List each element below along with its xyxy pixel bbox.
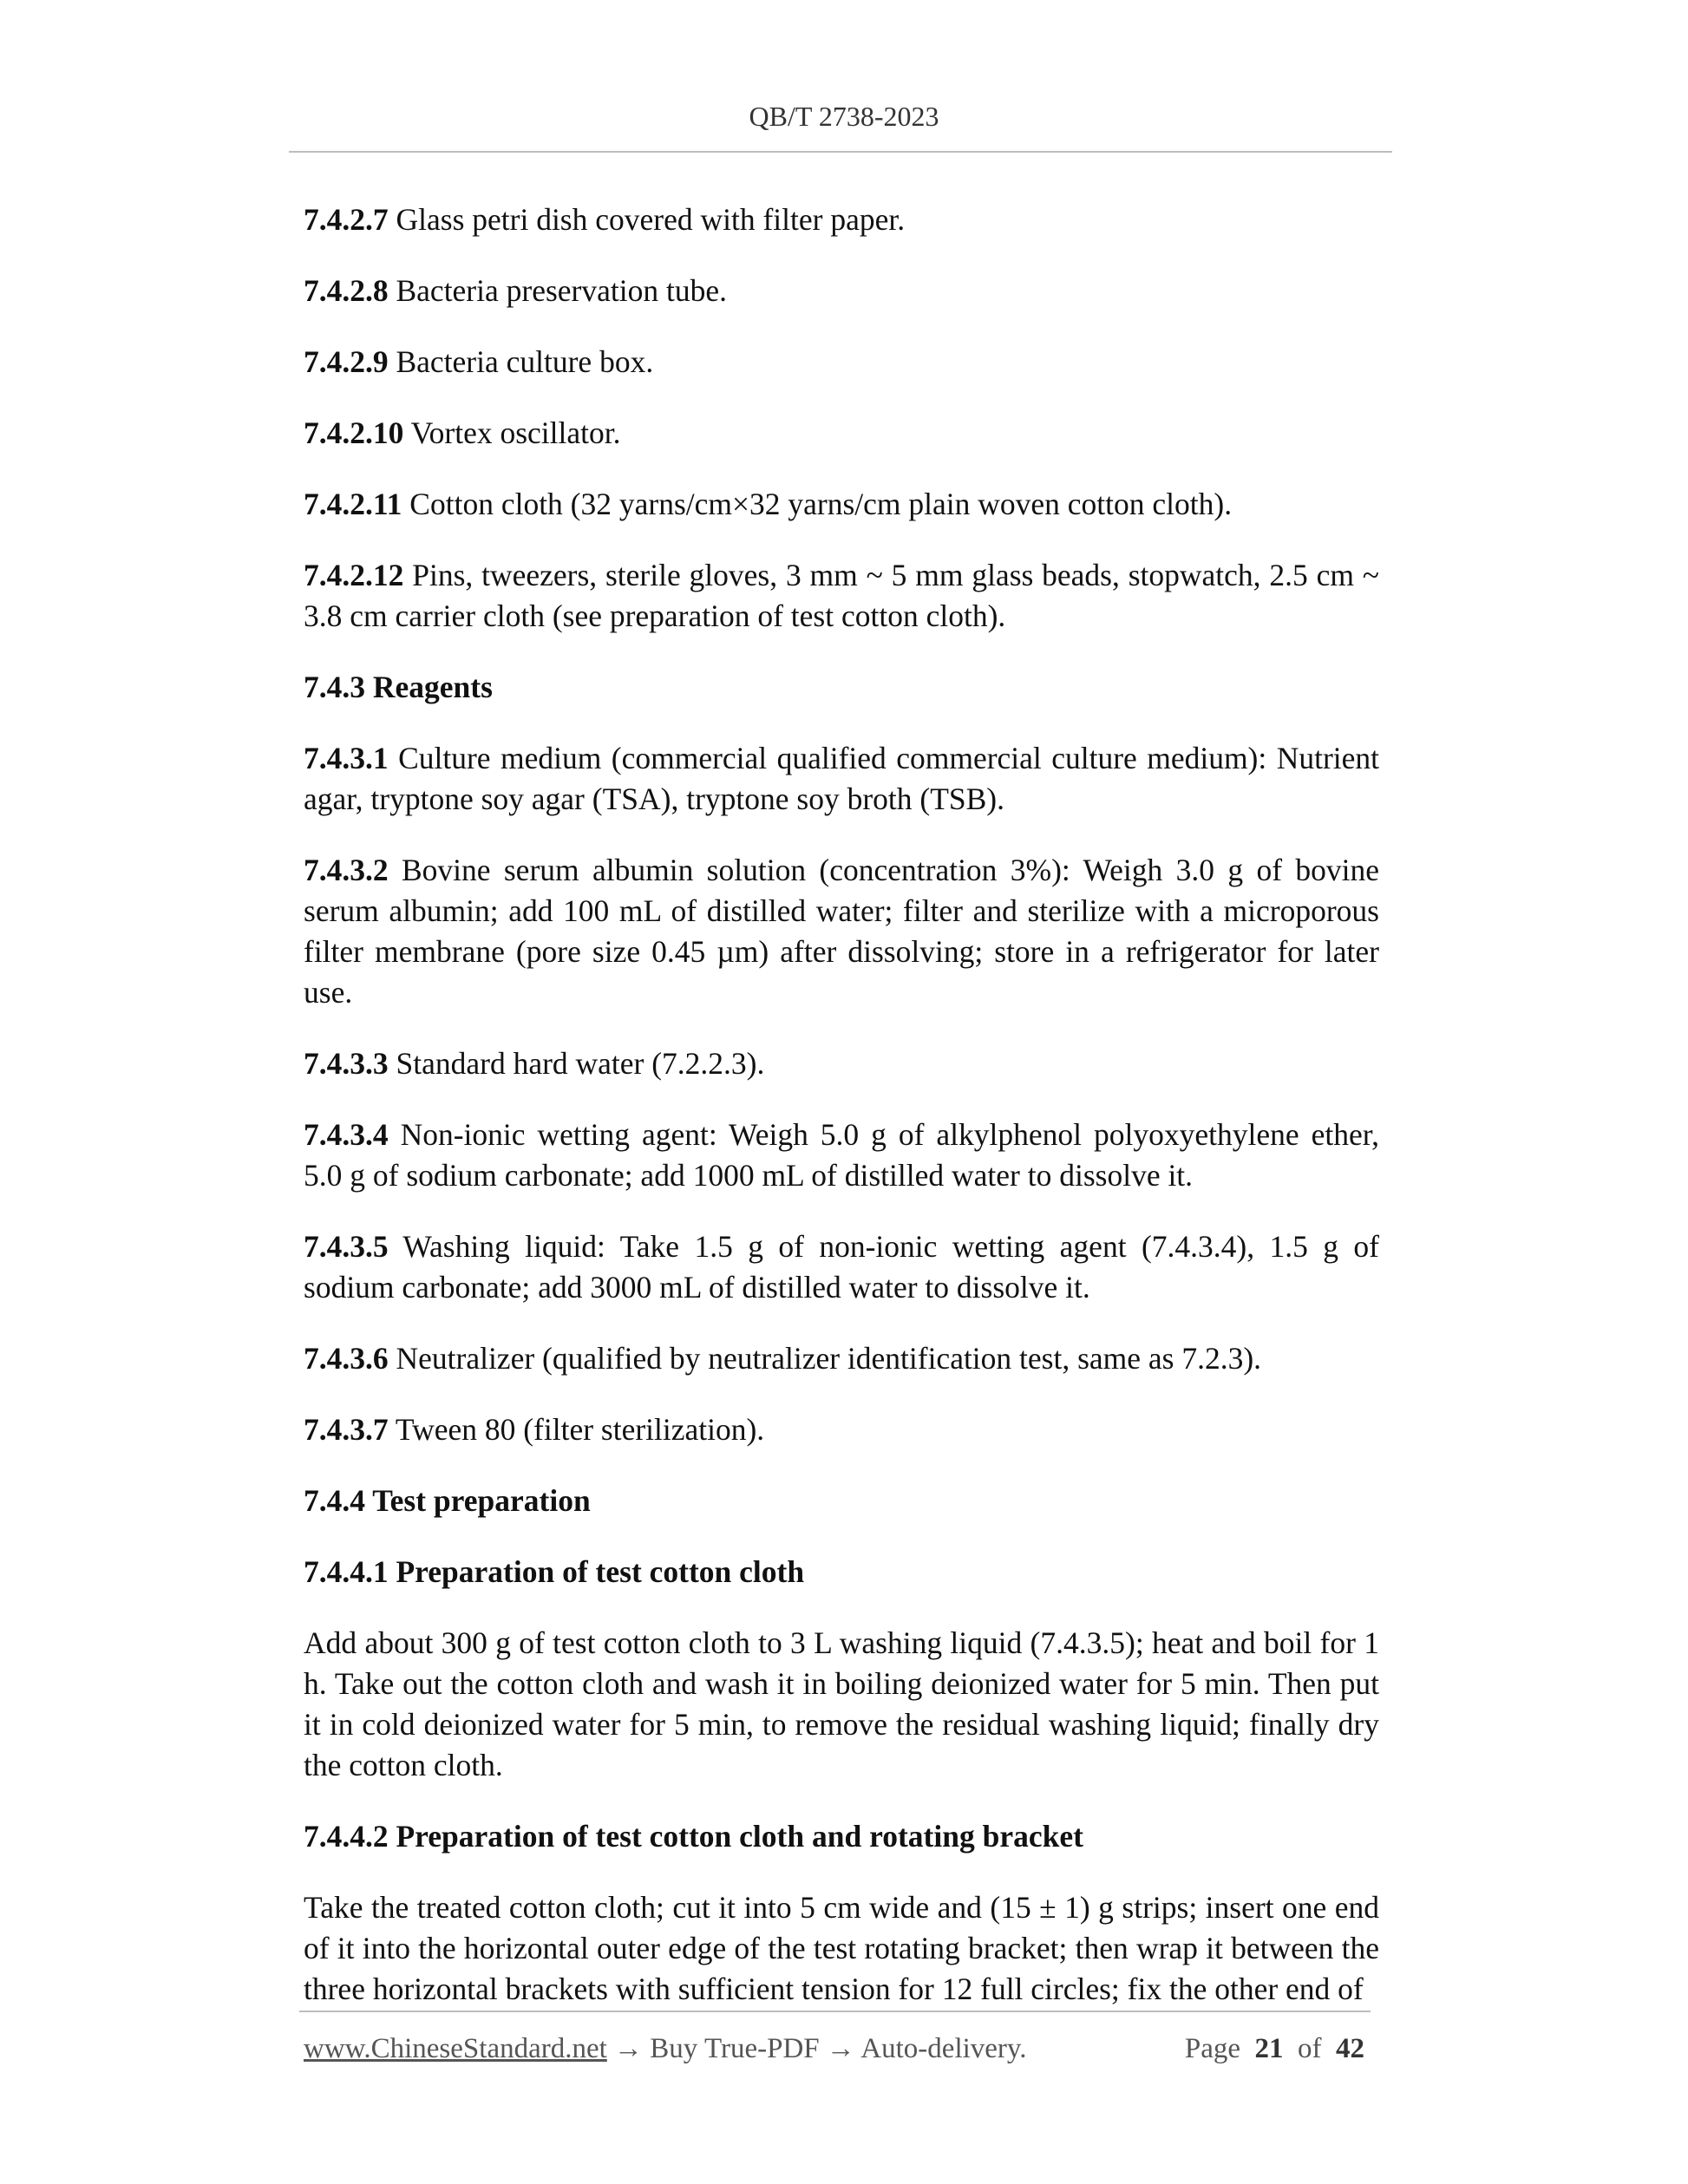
- section-heading-test-preparation: 7.4.4 Test preparation: [304, 1483, 591, 1518]
- body-paragraph: Take the treated cotton cloth; cut it into 5 cm wide and (15 ± 1) g strips; insert one end of it into the horizontal outer edge of the test rotating bracket; then wrap it between the three horizontal brackets with sufficient tension for 12 full circles; fix the other end of: [304, 1890, 1379, 2006]
- site-link[interactable]: www.ChineseStandard.net: [304, 2033, 607, 2064]
- footer-promo: [304, 2028, 1027, 2070]
- clause-text: Pins, tweezers, sterile gloves, 3 mm ~ 5 mm glass beads, stopwatch, 2.5 cm ~ 3.8 cm carrier cloth (see preparation of test cotton cloth).: [304, 558, 1379, 633]
- clause-7-4-2-10: [304, 413, 1379, 454]
- clause-7-4-3-1: [304, 738, 1379, 820]
- clause-number: 7.4.3.2: [304, 853, 389, 887]
- clause-number: 7.4.3.3: [304, 1046, 389, 1081]
- page-footer: [304, 2028, 1371, 2070]
- clause-text: Culture medium (commercial qualified commercial culture medium): Nutrient agar, tryptone soy agar (TSA), tryptone soy broth (TSB).: [304, 741, 1379, 816]
- clause-number: 7.4.2.10: [304, 415, 404, 450]
- clause-number: 7.4.2.7: [304, 202, 389, 237]
- document-body: [304, 199, 1379, 2040]
- clause-7-4-2-11: [304, 484, 1379, 525]
- clause-text: Washing liquid: Take 1.5 g of non-ionic wetting agent (7.4.3.4), 1.5 g of sodium carbonate; add 3000 mL of distilled water to dissolve it.: [304, 1229, 1379, 1305]
- page-counter: [1185, 2028, 1364, 2070]
- body-paragraph: Add about 300 g of test cotton cloth to 3 L washing liquid (7.4.3.5); heat and boil for 1 h. Take out the cotton cloth and wash it in boiling deionized water for 5 min. Then put it in cold deionized water for 5 min, to remove the residual washing liquid; finally dry the cotton cloth.: [304, 1625, 1379, 1782]
- clause-text: Glass petri dish covered with filter paper.: [388, 202, 906, 237]
- section-heading-rotating-bracket: 7.4.4.2 Preparation of test cotton cloth and rotating bracket: [304, 1819, 1083, 1854]
- section-heading-preparation-cotton-cloth: 7.4.4.1 Preparation of test cotton cloth: [304, 1554, 805, 1589]
- clause-text: Bacteria preservation tube.: [388, 273, 727, 308]
- clause-number: 7.4.3.6: [304, 1341, 389, 1376]
- clause-number: 7.4.3.4: [304, 1117, 389, 1152]
- clause-7-4-3-5: [304, 1226, 1379, 1308]
- clause-7-4-3-2: [304, 850, 1379, 1013]
- clause-number: 7.4.3.7: [304, 1412, 389, 1447]
- clause-text: Vortex oscillator.: [403, 415, 621, 450]
- clause-text: Bovine serum albumin solution (concentration 3%): Weigh 3.0 g of bovine serum albumin; add 100 mL of distilled water; filter and sterilize with a microporous filter membrane (pore size 0.45 µm) after dissolving; store in a refrigerator for later use.: [304, 853, 1379, 1010]
- clause-7-4-3-6: [304, 1338, 1379, 1379]
- clause-number: 7.4.2.9: [304, 344, 389, 379]
- clause-number: 7.4.3.1: [304, 741, 389, 775]
- clause-number: 7.4.2.12: [304, 558, 404, 592]
- promo-text: → Buy True-PDF → Auto-delivery.: [606, 2033, 1027, 2064]
- footer-divider: [299, 2011, 1371, 2012]
- clause-text: Neutralizer (qualified by neutralizer identification test, same as 7.2.3).: [388, 1341, 1262, 1376]
- clause-text: Tween 80 (filter sterilization).: [388, 1412, 765, 1447]
- clause-7-4-2-8: [304, 271, 1379, 311]
- clause-number: 7.4.2.8: [304, 273, 389, 308]
- clause-7-4-2-12: [304, 555, 1379, 637]
- header-divider: [289, 151, 1392, 153]
- page-current: 21: [1254, 2033, 1284, 2064]
- clause-7-4-3-7: [304, 1409, 1379, 1450]
- clause-7-4-2-7: [304, 199, 1379, 240]
- clause-7-4-2-9: [304, 342, 1379, 383]
- page-total: 42: [1336, 2033, 1364, 2064]
- clause-7-4-3-4: [304, 1115, 1379, 1196]
- page-label: Page: [1184, 2033, 1240, 2064]
- page-header-title: QB/T 2738-2023: [749, 101, 939, 132]
- page-of-label: of: [1298, 2033, 1322, 2064]
- clause-number: 7.4.3.5: [304, 1229, 389, 1264]
- section-heading-reagents: 7.4.3 Reagents: [304, 670, 493, 704]
- clause-text: Cotton cloth (32 yarns/cm×32 yarns/cm plain woven cotton cloth).: [402, 487, 1233, 521]
- clause-7-4-3-3: [304, 1043, 1379, 1084]
- clause-text: Bacteria culture box.: [388, 344, 654, 379]
- clause-text: Standard hard water (7.2.2.3).: [388, 1046, 765, 1081]
- clause-number: 7.4.2.11: [304, 487, 402, 521]
- clause-text: Non-ionic wetting agent: Weigh 5.0 g of alkylphenol polyoxyethylene ether, 5.0 g of sodium carbonate; add 1000 mL of distilled water to dissolve it.: [304, 1117, 1379, 1193]
